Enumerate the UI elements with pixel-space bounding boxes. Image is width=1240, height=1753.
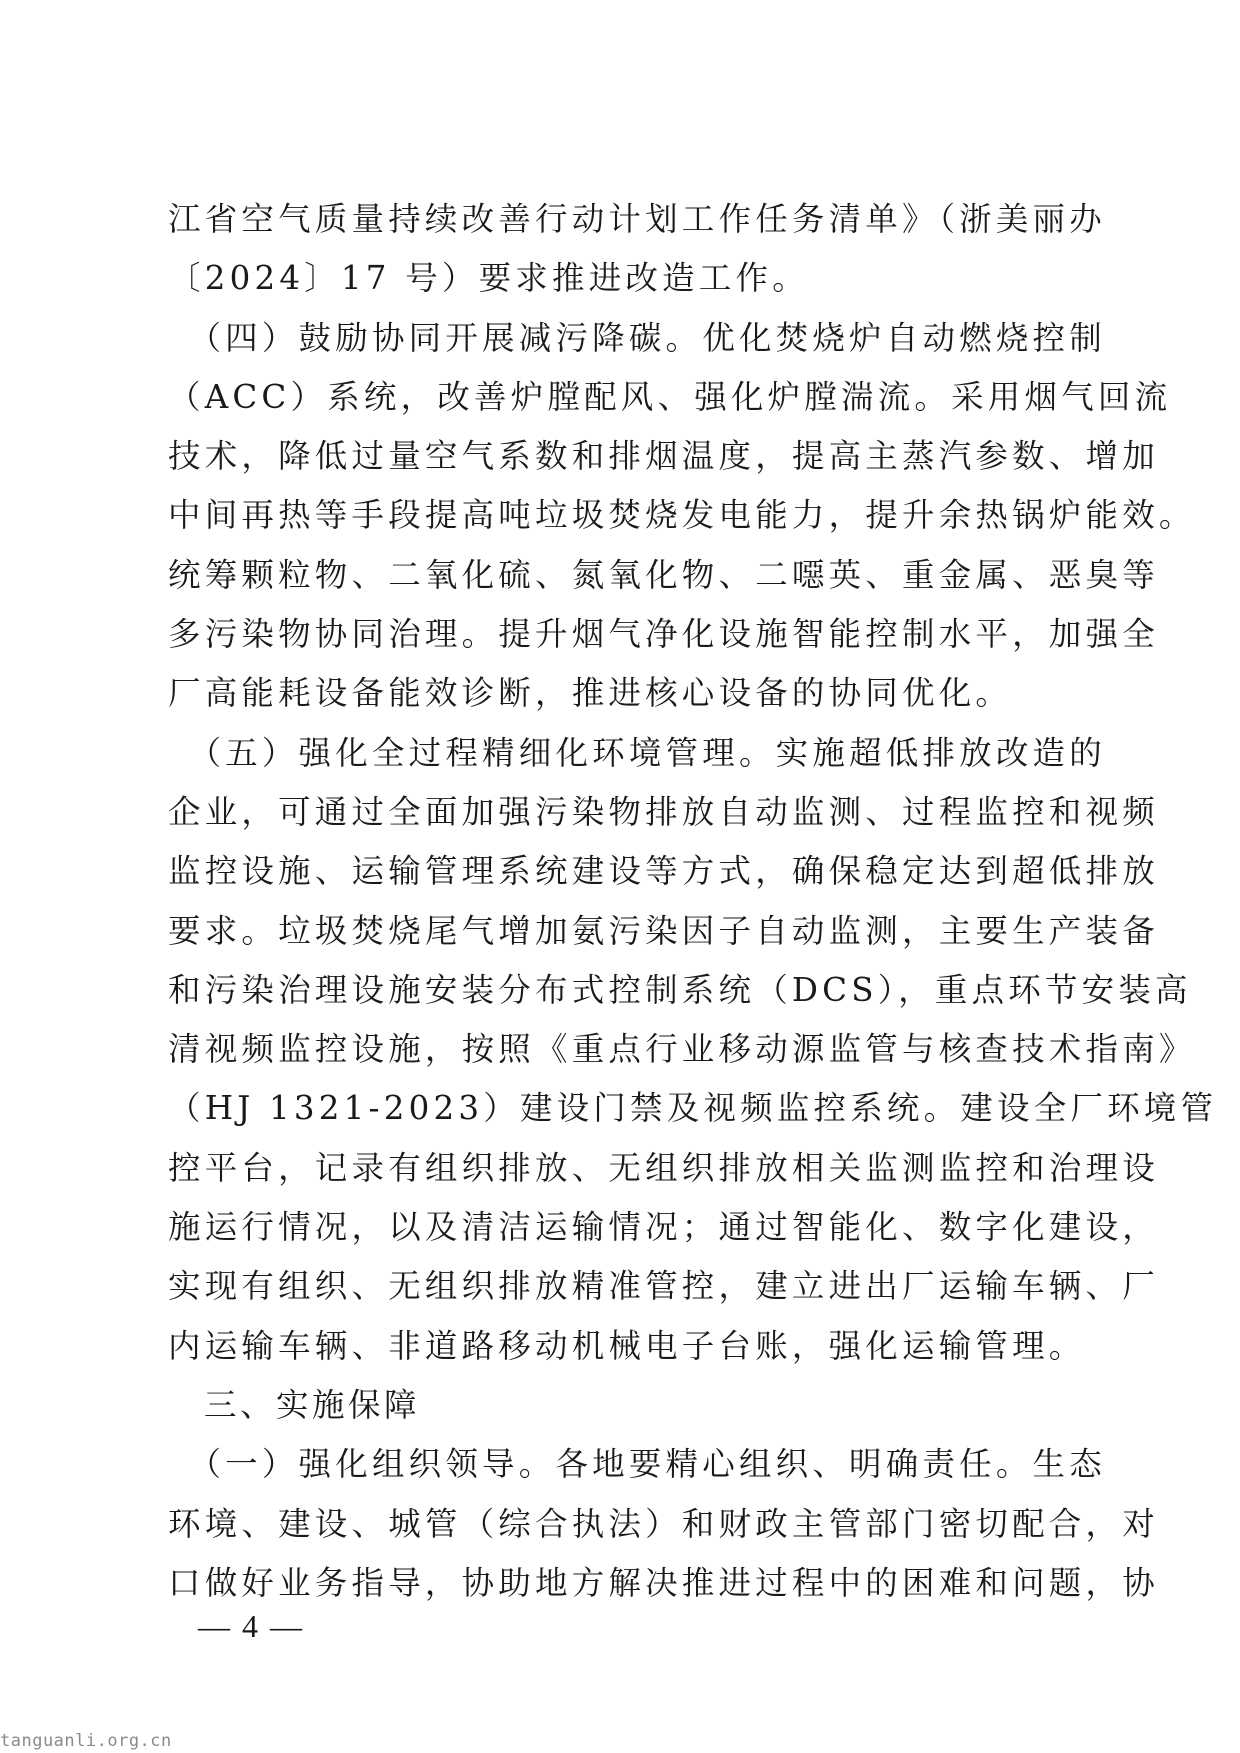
text-line: 统筹颗粒物、二氧化硫、氮氧化物、二噁英、重金属、恶臭等 — [168, 555, 1159, 594]
watermark-text: tanguanli.org.cn — [0, 1731, 172, 1751]
page-number: — 4 — — [198, 1608, 304, 1644]
text-line: 清视频监控设施，按照《重点行业移动源监管与核查技术指南》 — [168, 1030, 1196, 1069]
text-line: （ACC）系统，改善炉膛配风、强化炉膛湍流。采用烟气回流 — [168, 377, 1172, 416]
text-line: 施运行情况，以及清洁运输情况；通过智能化、数字化建设， — [168, 1208, 1159, 1247]
text-line: 江省空气质量持续改善行动计划工作任务清单》（浙美丽办 — [168, 200, 1106, 238]
text-line: 企业，可通过全面加强污染物排放自动监测、过程监控和视频 — [168, 792, 1159, 831]
text-line: 厂高能耗设备能效诊断，推进核心设备的协同优化。 — [168, 674, 1013, 713]
text-line: 控平台，记录有组织排放、无组织排放相关监测监控和治理设 — [168, 1148, 1159, 1187]
text-line: 监控设施、运输管理系统建设等方式，确保稳定达到超低排放 — [168, 852, 1159, 891]
text-line: 实现有组织、无组织排放精准管控，建立进出厂运输车辆、厂 — [168, 1267, 1159, 1306]
text-line: （一）强化组织领导。各地要精心组织、明确责任。生态 — [168, 1445, 1106, 1484]
text-line: 环境、建设、城管（综合执法）和财政主管部门密切配合，对 — [168, 1504, 1159, 1543]
text-line: 多污染物协同治理。提升烟气净化设施智能控制水平，加强全 — [168, 615, 1159, 654]
text-line: 中间再热等手段提高吨垃圾焚烧发电能力，提升余热锅炉能效。 — [168, 496, 1196, 535]
text-line: 和污染治理设施安装分布式控制系统（DCS），重点环节安装高 — [168, 970, 1192, 1009]
text-line: （五）强化全过程精细化环境管理。实施超低排放改造的 — [168, 733, 1106, 772]
text-line: （四）鼓励协同开展减污降碳。优化焚烧炉自动燃烧控制 — [168, 318, 1106, 357]
section-heading: 三、实施保障 — [168, 1385, 421, 1424]
text-line: 〔2024〕17 号）要求推进改造工作。 — [168, 259, 809, 298]
text-line: 技术，降低过量空气系数和排烟温度，提高主蒸汽参数、增加 — [168, 437, 1159, 476]
text-line: 要求。垃圾焚烧尾气增加氨污染因子自动监测，主要生产装备 — [168, 911, 1159, 950]
text-line: 内运输车辆、非道路移动机械电子台账，强化运输管理。 — [168, 1326, 1086, 1365]
text-line: （HJ 1321-2023）建设门禁及视频监控系统。建设全厂环境管 — [168, 1089, 1218, 1128]
body-text — [168, 190, 1218, 1613]
text-line: 口做好业务指导，协助地方解决推进过程中的困难和问题，协 — [168, 1563, 1159, 1602]
